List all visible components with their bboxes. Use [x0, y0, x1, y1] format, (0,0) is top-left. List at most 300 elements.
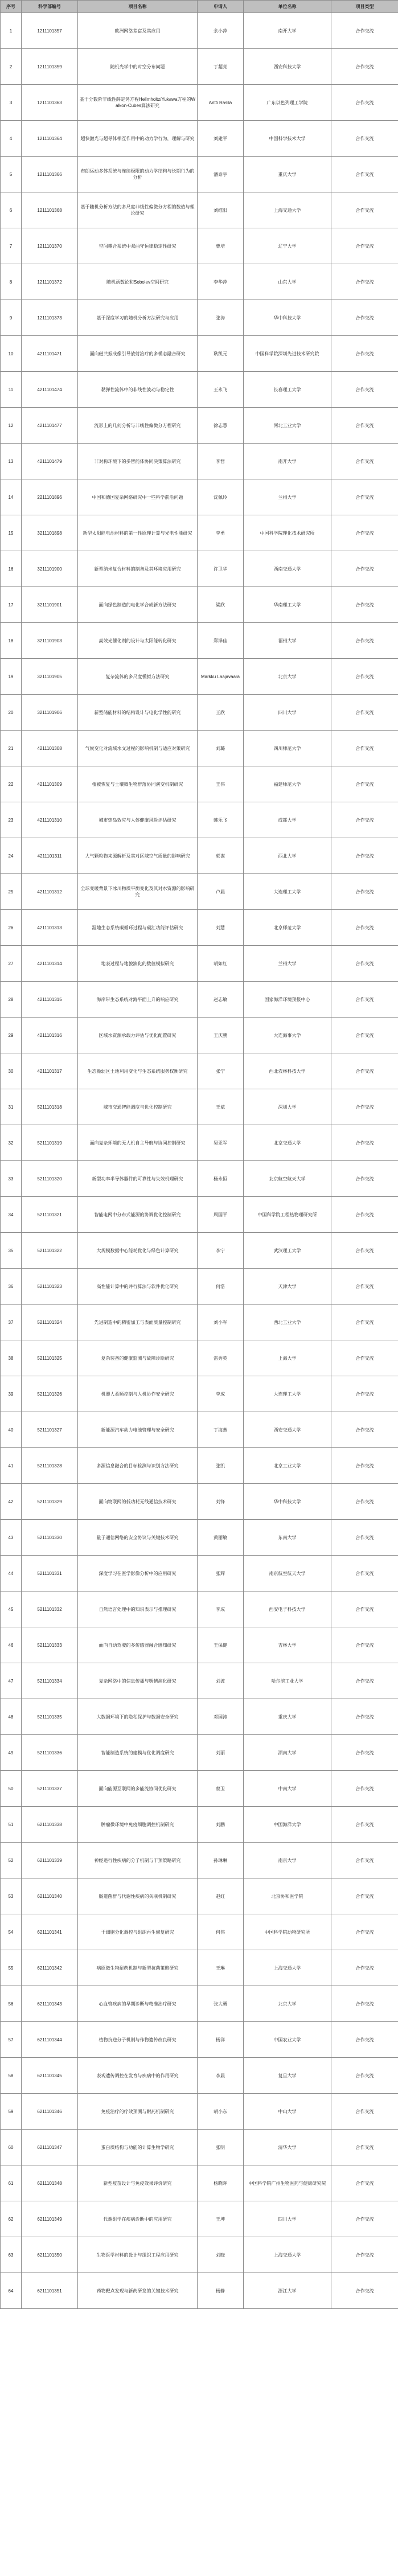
cell-project-code: 6211101346 — [22, 2094, 78, 2130]
cell-institution: 兰州大学 — [244, 946, 331, 982]
cell-project-code: 5211101324 — [22, 1305, 78, 1340]
cell-project-code: 5211101322 — [22, 1233, 78, 1269]
cell-project-code: 5211101334 — [22, 1663, 78, 1699]
cell-project-type: 合作交流 — [331, 157, 398, 192]
cell-project-type: 合作交流 — [331, 2058, 398, 2094]
cell-institution: 上海交通大学 — [244, 1950, 331, 1986]
cell-project-code: 5211101328 — [22, 1448, 78, 1484]
cell-applicant: 杨永恒 — [198, 1161, 244, 1197]
cell-project-type: 合作交流 — [331, 838, 398, 874]
cell-project-type: 合作交流 — [331, 1663, 398, 1699]
cell-project-name: 布朗运动多体系统与连续极限的动力学结构与长期行为的分析 — [78, 157, 198, 192]
table-row — [1, 157, 398, 192]
cell-applicant: 雷秀英 — [198, 1340, 244, 1376]
cell-institution: 福建师范大学 — [244, 766, 331, 802]
cell-applicant: 李晨 — [198, 2058, 244, 2094]
table-row — [1, 192, 398, 228]
table-row — [1, 1771, 398, 1807]
cell-project-type: 合作交流 — [331, 2201, 398, 2237]
cell-index: 12 — [1, 408, 22, 444]
table-row — [1, 1053, 398, 1089]
cell-project-code: 6211101348 — [22, 2165, 78, 2201]
cell-applicant: 刘鹏 — [198, 1807, 244, 1843]
cell-project-name: 干细胞分化调控与组织再生修复研究 — [78, 1914, 198, 1950]
cell-project-name: 基于随机分析方法的多尺度非线性偏微分方程的数值与理论研究 — [78, 192, 198, 228]
cell-applicant: 卢晨 — [198, 874, 244, 910]
table-row — [1, 731, 398, 766]
cell-index: 57 — [1, 2022, 22, 2058]
cell-index: 26 — [1, 910, 22, 946]
cell-institution: 上海大学 — [244, 1340, 331, 1376]
cell-project-code: 4211101316 — [22, 1018, 78, 1053]
table-row — [1, 1340, 398, 1376]
cell-project-name: 复杂装备的健康监测与故障诊断研究 — [78, 1340, 198, 1376]
table-row — [1, 2094, 398, 2130]
cell-applicant: 刘慧 — [198, 910, 244, 946]
cell-project-code: 1211101364 — [22, 121, 78, 157]
cell-institution: 吉林大学 — [244, 1627, 331, 1663]
cell-index: 30 — [1, 1053, 22, 1089]
table-row — [1, 121, 398, 157]
cell-applicant: 张凯 — [198, 1448, 244, 1484]
cell-index: 47 — [1, 1663, 22, 1699]
cell-project-name: 高性能计算中的并行算法与软件优化研究 — [78, 1269, 198, 1305]
cell-index: 6 — [1, 192, 22, 228]
table-row — [1, 49, 398, 85]
cell-institution: 南京航空航天大学 — [244, 1556, 331, 1591]
cell-institution: 浙江大学 — [244, 2273, 331, 2309]
cell-project-name: 空间耦合系统中双曲守恒律稳定性研究 — [78, 228, 198, 264]
cell-applicant: 梁欣 — [198, 587, 244, 623]
table-row — [1, 1448, 398, 1484]
cell-project-type: 合作交流 — [331, 264, 398, 300]
cell-applicant: 刘波 — [198, 1663, 244, 1699]
cell-project-name: 植被恢复与土壤微生物群落协同演变机制研究 — [78, 766, 198, 802]
header-project-name: 项目名称 — [78, 1, 198, 13]
cell-project-code: 5211101326 — [22, 1376, 78, 1412]
cell-project-name: 新型疫苗设计与免疫效果评价研究 — [78, 2165, 198, 2201]
cell-project-type: 合作交流 — [331, 1950, 398, 1986]
table-row — [1, 587, 398, 623]
cell-institution: 福州大学 — [244, 623, 331, 659]
cell-index: 13 — [1, 444, 22, 479]
cell-project-code: 1211101366 — [22, 157, 78, 192]
cell-project-type: 合作交流 — [331, 1627, 398, 1663]
cell-applicant: 王保健 — [198, 1627, 244, 1663]
cell-institution: 武汉理工大学 — [244, 1233, 331, 1269]
cell-project-code: 6211101343 — [22, 1986, 78, 2022]
cell-project-name: 面向物联网的低功耗无线通信技术研究 — [78, 1484, 198, 1520]
cell-index: 28 — [1, 982, 22, 1018]
cell-institution: 大连理工大学 — [244, 1376, 331, 1412]
cell-index: 41 — [1, 1448, 22, 1484]
table-row — [1, 1807, 398, 1843]
cell-project-name: 复杂流体的多尺度模拟方法研究 — [78, 659, 198, 695]
cell-project-type: 合作交流 — [331, 1161, 398, 1197]
cell-project-code: 3211101905 — [22, 659, 78, 695]
cell-applicant: 郭谋 — [198, 838, 244, 874]
cell-project-name: 非对称环境下的多智能体协同决策算法研究 — [78, 444, 198, 479]
cell-project-name: 欧洲网络差富及其应用 — [78, 13, 198, 49]
cell-project-type: 合作交流 — [331, 1484, 398, 1520]
cell-applicant: 刘建平 — [198, 121, 244, 157]
cell-institution: 中国科学院广州生物医药与健康研究院 — [244, 2165, 331, 2201]
cell-project-type: 合作交流 — [331, 1914, 398, 1950]
cell-project-code: 3211101901 — [22, 587, 78, 623]
cell-applicant: 刘璐 — [198, 731, 244, 766]
cell-project-name: 蛋白质结构与功能的计算生物学研究 — [78, 2130, 198, 2165]
cell-project-code: 5211101320 — [22, 1161, 78, 1197]
cell-index: 55 — [1, 1950, 22, 1986]
table-row — [1, 2022, 398, 2058]
cell-project-name: 深度学习在医学影像分析中的应用研究 — [78, 1556, 198, 1591]
cell-project-code: 4211101309 — [22, 766, 78, 802]
cell-index: 50 — [1, 1771, 22, 1807]
cell-applicant: 刘晓 — [198, 2237, 244, 2273]
table-row — [1, 1914, 398, 1950]
cell-project-code: 4211101314 — [22, 946, 78, 982]
header-institution: 单位名称 — [244, 1, 331, 13]
table-row — [1, 659, 398, 695]
cell-institution: 复旦大学 — [244, 2058, 331, 2094]
cell-institution: 四川大学 — [244, 2201, 331, 2237]
cell-applicant: 李成 — [198, 1591, 244, 1627]
cell-applicant: 赵志敏 — [198, 982, 244, 1018]
cell-applicant: 刘丽 — [198, 1735, 244, 1771]
cell-institution: 成都大学 — [244, 802, 331, 838]
table-row — [1, 336, 398, 372]
cell-project-name: 新型功率半导体器件的可靠性与失效机理研究 — [78, 1161, 198, 1197]
cell-project-name: 智能制造系统的建模与优化调度研究 — [78, 1735, 198, 1771]
cell-index: 9 — [1, 300, 22, 336]
cell-project-name: 地表过程与地貌演化的数值模拟研究 — [78, 946, 198, 982]
cell-index: 33 — [1, 1161, 22, 1197]
cell-project-type: 合作交流 — [331, 479, 398, 515]
cell-index: 52 — [1, 1843, 22, 1878]
cell-index: 23 — [1, 802, 22, 838]
cell-institution: 北京师范大学 — [244, 910, 331, 946]
cell-project-type: 合作交流 — [331, 802, 398, 838]
cell-applicant: 何伟 — [198, 1914, 244, 1950]
cell-project-name: 基于深度学习的随机分析方法研究与应用 — [78, 300, 198, 336]
table-row — [1, 479, 398, 515]
cell-institution: 清华大学 — [244, 2130, 331, 2165]
cell-project-type: 合作交流 — [331, 2165, 398, 2201]
table-row — [1, 946, 398, 982]
cell-project-name: 大规模数据中心能耗优化与绿色计算研究 — [78, 1233, 198, 1269]
cell-project-code: 1211101370 — [22, 228, 78, 264]
cell-project-code: 5211101323 — [22, 1269, 78, 1305]
cell-institution: 东南大学 — [244, 1520, 331, 1556]
cell-index: 25 — [1, 874, 22, 910]
cell-institution: 四川大学 — [244, 695, 331, 731]
cell-project-name: 面向复杂环境的无人机自主导航与协同控制研究 — [78, 1125, 198, 1161]
cell-index: 18 — [1, 623, 22, 659]
cell-project-name: 智能电网中分布式能源的协调优化控制研究 — [78, 1197, 198, 1233]
cell-institution: 大连理工大学 — [244, 874, 331, 910]
cell-applicant: 丁海燕 — [198, 1412, 244, 1448]
cell-applicant: 王庆鹏 — [198, 1018, 244, 1053]
cell-institution: 西北农林科技大学 — [244, 1053, 331, 1089]
table-row — [1, 300, 398, 336]
cell-applicant: 王琳 — [198, 1950, 244, 1986]
cell-applicant: 胡小东 — [198, 2094, 244, 2130]
cell-project-code: 4211101313 — [22, 910, 78, 946]
cell-project-code: 3211101906 — [22, 695, 78, 731]
cell-project-name: 随机光学中的时空分布问题 — [78, 49, 198, 85]
cell-project-type: 合作交流 — [331, 515, 398, 551]
table-row — [1, 1305, 398, 1340]
cell-project-type: 合作交流 — [331, 1591, 398, 1627]
table-row — [1, 838, 398, 874]
cell-index: 58 — [1, 2058, 22, 2094]
cell-institution: 山东大学 — [244, 264, 331, 300]
cell-index: 42 — [1, 1484, 22, 1520]
cell-applicant: 胡如红 — [198, 946, 244, 982]
cell-project-code: 4211101315 — [22, 982, 78, 1018]
cell-project-code: 4211101479 — [22, 444, 78, 479]
cell-project-type: 合作交流 — [331, 695, 398, 731]
cell-project-type: 合作交流 — [331, 192, 398, 228]
cell-project-name: 随机函数论和Sobolev空间研究 — [78, 264, 198, 300]
cell-project-code: 5211101329 — [22, 1484, 78, 1520]
cell-index: 54 — [1, 1914, 22, 1950]
table-row — [1, 2058, 398, 2094]
cell-project-type: 合作交流 — [331, 336, 398, 372]
cell-project-name: 量子通信网络的安全协议与关键技术研究 — [78, 1520, 198, 1556]
cell-applicant: 杨洋 — [198, 2022, 244, 2058]
cell-index: 35 — [1, 1233, 22, 1269]
cell-institution: 北京工业大学 — [244, 1448, 331, 1484]
cell-index: 4 — [1, 121, 22, 157]
cell-index: 61 — [1, 2165, 22, 2201]
cell-project-type: 合作交流 — [331, 1520, 398, 1556]
cell-index: 49 — [1, 1735, 22, 1771]
cell-institution: 北京交通大学 — [244, 1125, 331, 1161]
table-row — [1, 1591, 398, 1627]
cell-project-type: 合作交流 — [331, 1018, 398, 1053]
cell-project-code: 5211101325 — [22, 1340, 78, 1376]
cell-project-type: 合作交流 — [331, 13, 398, 49]
cell-applicant: 赵红 — [198, 1878, 244, 1914]
cell-institution: 上海交通大学 — [244, 2237, 331, 2273]
cell-applicant: 张明 — [198, 2130, 244, 2165]
cell-project-name: 超快激光与超导体相互作用中的动力学行为，理解与研究 — [78, 121, 198, 157]
cell-applicant: 王永飞 — [198, 372, 244, 408]
cell-project-type: 合作交流 — [331, 2094, 398, 2130]
cell-index: 44 — [1, 1556, 22, 1591]
cell-institution: 华中科技大学 — [244, 1484, 331, 1520]
cell-applicant: 徐志慧 — [198, 408, 244, 444]
cell-project-type: 合作交流 — [331, 1340, 398, 1376]
cell-project-name: 植物抗逆分子机制与作物遗传改良研究 — [78, 2022, 198, 2058]
cell-applicant: 李宁 — [198, 1233, 244, 1269]
cell-project-code: 6211101344 — [22, 2022, 78, 2058]
cell-project-type: 合作交流 — [331, 1735, 398, 1771]
cell-institution: 湖南大学 — [244, 1735, 331, 1771]
cell-institution: 中国农业大学 — [244, 2022, 331, 2058]
cell-project-type: 合作交流 — [331, 946, 398, 982]
cell-project-name: 肿瘤微环境中免疫细胞调控机制研究 — [78, 1807, 198, 1843]
cell-applicant: 刘锋 — [198, 1484, 244, 1520]
cell-index: 40 — [1, 1412, 22, 1448]
cell-project-code: 5211101319 — [22, 1125, 78, 1161]
cell-institution: 南京大学 — [244, 1843, 331, 1878]
cell-project-type: 合作交流 — [331, 1448, 398, 1484]
table-row — [1, 874, 398, 910]
cell-institution: 北京大学 — [244, 659, 331, 695]
cell-project-type: 合作交流 — [331, 1699, 398, 1735]
table-row — [1, 1878, 398, 1914]
cell-project-name: 区域水资源承载力评估与优化配置研究 — [78, 1018, 198, 1053]
cell-project-name: 新型太阳能电池材料的第一性原理计算与光电性能研究 — [78, 515, 198, 551]
table-row — [1, 408, 398, 444]
cell-project-type: 合作交流 — [331, 623, 398, 659]
cell-index: 7 — [1, 228, 22, 264]
cell-institution: 中南大学 — [244, 1771, 331, 1807]
cell-applicant: 李哲 — [198, 444, 244, 479]
table-row — [1, 2165, 398, 2201]
cell-institution: 北京协和医学院 — [244, 1878, 331, 1914]
cell-project-name: 城市交通智能调度与优化控制研究 — [78, 1089, 198, 1125]
cell-project-code: 5211101331 — [22, 1556, 78, 1591]
cell-project-type: 合作交流 — [331, 1771, 398, 1807]
cell-index: 36 — [1, 1269, 22, 1305]
cell-institution: 中山大学 — [244, 2094, 331, 2130]
cell-applicant: 郑泽佳 — [198, 623, 244, 659]
cell-project-name: 海岸带生态系统对海平面上升的响应研究 — [78, 982, 198, 1018]
cell-project-type: 合作交流 — [331, 1305, 398, 1340]
cell-project-code: 4211101474 — [22, 372, 78, 408]
cell-project-code: 4211101308 — [22, 731, 78, 766]
cell-applicant: 韩乐飞 — [198, 802, 244, 838]
table-row — [1, 85, 398, 121]
cell-project-name: 表观遗传调控在发育与疾病中的作用研究 — [78, 2058, 198, 2094]
cell-institution: 西安电子科技大学 — [244, 1591, 331, 1627]
cell-applicant: 潘泰宇 — [198, 157, 244, 192]
cell-index: 56 — [1, 1986, 22, 2022]
cell-project-type: 合作交流 — [331, 228, 398, 264]
table-row — [1, 1627, 398, 1663]
cell-project-code: 2211101896 — [22, 479, 78, 515]
cell-applicant: 李华萍 — [198, 264, 244, 300]
cell-applicant: 曹培 — [198, 228, 244, 264]
cell-index: 1 — [1, 13, 22, 49]
cell-applicant: 刘小军 — [198, 1305, 244, 1340]
cell-applicant: Markku Laajavaara — [198, 659, 244, 695]
cell-index: 10 — [1, 336, 22, 372]
cell-project-name: 城市热岛效应与人体健康风险评估研究 — [78, 802, 198, 838]
cell-index: 59 — [1, 2094, 22, 2130]
cell-applicant: 王坤 — [198, 2201, 244, 2237]
cell-project-code: 1211101372 — [22, 264, 78, 300]
cell-index: 20 — [1, 695, 22, 731]
cell-index: 21 — [1, 731, 22, 766]
cell-applicant: 周国平 — [198, 1197, 244, 1233]
cell-project-type: 合作交流 — [331, 659, 398, 695]
cell-index: 8 — [1, 264, 22, 300]
cell-index: 45 — [1, 1591, 22, 1627]
cell-index: 46 — [1, 1627, 22, 1663]
cell-project-name: 先进制造中的精密加工与表面质量控制研究 — [78, 1305, 198, 1340]
cell-project-code: 5211101337 — [22, 1771, 78, 1807]
table-row — [1, 766, 398, 802]
cell-index: 22 — [1, 766, 22, 802]
cell-project-code: 6211101345 — [22, 2058, 78, 2094]
table-row — [1, 910, 398, 946]
cell-project-code: 4211101317 — [22, 1053, 78, 1089]
cell-project-name: 代谢组学在疾病诊断中的应用研究 — [78, 2201, 198, 2237]
cell-project-name: 新型纳米复合材料的制备及其环境应用研究 — [78, 551, 198, 587]
cell-applicant: 丁超亮 — [198, 49, 244, 85]
cell-project-code: 6211101350 — [22, 2237, 78, 2273]
table-row — [1, 13, 398, 49]
table-row — [1, 802, 398, 838]
cell-project-type: 合作交流 — [331, 1269, 398, 1305]
cell-index: 62 — [1, 2201, 22, 2237]
cell-project-code: 3211101900 — [22, 551, 78, 587]
table-row — [1, 1018, 398, 1053]
table-row — [1, 1161, 398, 1197]
cell-applicant: Antti Rasila — [198, 85, 244, 121]
header-applicant: 申请人 — [198, 1, 244, 13]
cell-index: 5 — [1, 157, 22, 192]
table-row — [1, 444, 398, 479]
cell-index: 27 — [1, 946, 22, 982]
cell-institution: 天津大学 — [244, 1269, 331, 1305]
cell-index: 11 — [1, 372, 22, 408]
cell-index: 60 — [1, 2130, 22, 2165]
cell-index: 17 — [1, 587, 22, 623]
cell-project-code: 6211101349 — [22, 2201, 78, 2237]
table-row — [1, 1089, 398, 1125]
cell-institution: 重庆大学 — [244, 1699, 331, 1735]
cell-institution: 西北大学 — [244, 838, 331, 874]
cell-project-code: 5211101321 — [22, 1197, 78, 1233]
cell-project-name: 大数据环境下的隐私保护与数据安全研究 — [78, 1699, 198, 1735]
table-row — [1, 2201, 398, 2237]
cell-index: 24 — [1, 838, 22, 874]
cell-index: 39 — [1, 1376, 22, 1412]
cell-index: 16 — [1, 551, 22, 587]
cell-institution: 北京大学 — [244, 1986, 331, 2022]
cell-index: 53 — [1, 1878, 22, 1914]
cell-project-type: 合作交流 — [331, 300, 398, 336]
cell-project-name: 大气颗粒物来源解析及其对区域空气质量的影响研究 — [78, 838, 198, 874]
cell-project-name: 新型储能材料的结构设计与电化学性能研究 — [78, 695, 198, 731]
table-row — [1, 1663, 398, 1699]
cell-project-type: 合作交流 — [331, 1233, 398, 1269]
cell-project-name: 多源信息融合的目标检测与识别方法研究 — [78, 1448, 198, 1484]
cell-project-type: 合作交流 — [331, 1986, 398, 2022]
cell-project-name: 面向绿色制造的电化学合成新方法研究 — [78, 587, 198, 623]
cell-project-type: 合作交流 — [331, 408, 398, 444]
cell-project-code: 5211101336 — [22, 1735, 78, 1771]
cell-project-name: 病原微生物耐药机制与新型抗菌策略研究 — [78, 1950, 198, 1986]
cell-project-code: 4211101310 — [22, 802, 78, 838]
cell-project-code: 6211101342 — [22, 1950, 78, 1986]
cell-project-code: 5211101333 — [22, 1627, 78, 1663]
cell-project-type: 合作交流 — [331, 982, 398, 1018]
cell-applicant: 张大勇 — [198, 1986, 244, 2022]
cell-institution: 河北工业大学 — [244, 408, 331, 444]
cell-applicant: 黄丽敏 — [198, 1520, 244, 1556]
cell-project-code: 3211101903 — [22, 623, 78, 659]
cell-project-type: 合作交流 — [331, 85, 398, 121]
cell-project-type: 合作交流 — [331, 874, 398, 910]
cell-index: 34 — [1, 1197, 22, 1233]
cell-project-name: 气候变化对流域水文过程的影响机制与适应对策研究 — [78, 731, 198, 766]
